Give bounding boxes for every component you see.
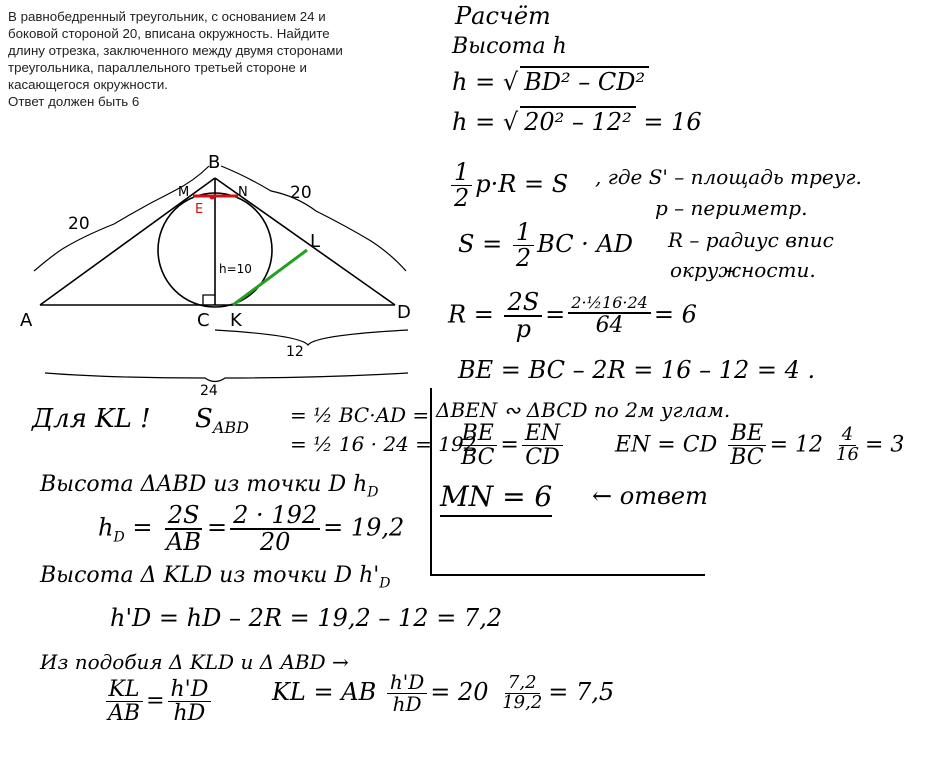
r-formula-result: = 6: [653, 300, 697, 329]
kl-ratio-num1: KL: [106, 678, 143, 702]
kl-calc-frac1-den: hD: [392, 692, 422, 716]
h-calc: h = √ 20² – 12² = 16: [452, 108, 702, 136]
kl-calc-mid: = 20: [430, 678, 489, 706]
point-n-label: N: [238, 185, 248, 200]
hd-calc-result: = 19,2: [323, 513, 405, 542]
hd2-title: [40, 563, 391, 591]
kl-ratio-den2: hD: [173, 701, 206, 727]
height-label: h=10: [219, 262, 252, 276]
area-frac-den: 2: [454, 184, 470, 213]
area-note-2: p – периметр.: [655, 196, 808, 220]
box-ratio-den2: CD: [525, 445, 560, 471]
en-frac-num: BE: [728, 422, 766, 446]
r-frac2-den: 64: [595, 313, 624, 339]
similarity-note: Из подобия Δ KLD и Δ ABD →: [40, 650, 349, 674]
s-frac-den: 2: [515, 244, 532, 273]
s-formula-rest: BC · AD: [537, 230, 634, 259]
kl-calc-frac2-num: 7,2: [505, 674, 540, 694]
problem-line: В равнобедренный треугольник, с основанием 24 и: [8, 9, 326, 24]
problem-line: длину отрезка, заключенного между двумя сторонами: [8, 43, 343, 58]
hd-frac2-num: 2 · 192: [230, 503, 320, 530]
half-base-length: 12: [286, 344, 304, 360]
area-formula: [448, 160, 568, 211]
r-frac2-num: 2·½16·24: [568, 295, 651, 314]
hd-title: [40, 472, 378, 500]
en-calc-result: = 3: [864, 432, 905, 458]
side-right-length: 20: [290, 183, 312, 203]
hd2-title-sub: D: [379, 575, 391, 592]
kl-ratio-num2: h'D: [168, 678, 212, 702]
area-frac-num: 1: [451, 160, 472, 186]
point-d-label: D: [397, 302, 411, 323]
area-note: , где S' – площадь треуг.: [595, 165, 862, 189]
h-formula-lhs: h =: [452, 68, 496, 96]
hd-title-sub: D: [367, 484, 379, 501]
h-formula-radicand: BD² – CD²: [520, 66, 649, 96]
answer: MN = 6: [440, 480, 552, 517]
box-ratio-num1: BE: [459, 422, 497, 446]
solution-title: Расчёт: [455, 2, 551, 30]
s-formula-lhs: S =: [458, 230, 503, 259]
box-left-border: [430, 388, 432, 576]
s-note-2: окружности.: [670, 258, 816, 282]
s-abd-label: [195, 404, 249, 437]
point-a-label: A: [20, 310, 33, 331]
en-frac-den: BC: [730, 445, 764, 471]
kl-ratio-den1: AB: [108, 701, 141, 727]
s-abd-line1: = ½ BC·AD =: [290, 403, 430, 427]
r-frac1-num: 2S: [504, 290, 542, 317]
r-formula: R = $\frac{2S}{p}$ = $\frac{\text{2·½16·24}}{64}$ = 6: [448, 288, 697, 344]
answer-note: ← ответ: [592, 482, 708, 510]
point-e: [210, 195, 215, 200]
problem-line: касающегося окружности.: [8, 77, 168, 92]
problem-line: Ответ должен быть 6: [8, 94, 140, 109]
h-calc-result: = 16: [643, 108, 702, 136]
point-k-label: K: [230, 310, 242, 331]
similar-triangles-note: ΔBEN ∾ ΔBCD по 2м углам.: [436, 398, 731, 422]
area-formula-rest: p·R = S: [475, 170, 569, 199]
s-frac-num: 1: [513, 220, 534, 246]
height-title: Высота h: [452, 34, 567, 59]
s-abd-sub: ABD: [212, 418, 249, 438]
en-frac2-den: 16: [836, 444, 859, 466]
hd2-calc: h'D = hD – 2R = 19,2 – 12 = 7,2: [110, 604, 503, 632]
box-ratio: $\frac{BE}{BC}$ = $\frac{EN}{CD}$: [455, 422, 566, 469]
kl-calc-result: = 7,5: [548, 678, 615, 706]
kl-calc-frac1-num: h'D: [387, 672, 427, 694]
problem-line: треугольника, параллельного третьей стороне и: [8, 60, 307, 75]
point-l-label: L: [310, 231, 321, 252]
box-ratio-num2: EN: [522, 422, 563, 446]
point-m-label: M: [178, 185, 190, 200]
segment-kl: [233, 250, 307, 305]
brace-left: [34, 166, 209, 271]
right-angle-mark: [203, 295, 215, 305]
kl-calc-frac2-den: 19,2: [502, 692, 543, 713]
h-calc-lhs: h =: [452, 108, 496, 136]
hd-frac1-den: AB: [166, 528, 202, 557]
box-bottom-border: [430, 574, 705, 576]
hd-calc-lhs: h: [98, 513, 114, 542]
kl-calc-lhs: KL = AB: [272, 678, 377, 706]
hd-calc: $h_D$ = $\frac{2S}{AB}$ = $\frac{2 \cdot 192}{20}$ = 19,2: [98, 501, 405, 557]
s-abd-s: S: [195, 404, 213, 434]
box-ratio-den1: BC: [461, 445, 495, 471]
triangle-diagram: [0, 0, 440, 400]
problem-line: боковой стороной 20, вписана окружность. Найдите: [8, 26, 330, 41]
brace-right: [221, 166, 406, 271]
be-formula: BE = BC – 2R = 16 – 12 = 4 .: [458, 356, 816, 384]
point-e-label: E: [195, 202, 204, 217]
side-left-length: 20: [68, 214, 90, 234]
hd-frac2-den: 20: [259, 528, 291, 557]
point-c-label: C: [197, 310, 210, 331]
en-calc-mid: = 12: [769, 432, 824, 458]
s-abd-line2: = ½ 16 · 24 = 192: [290, 432, 477, 456]
hd-frac1-num: 2S: [165, 503, 203, 530]
en-calc: [615, 422, 904, 469]
s-note: R – радиус впис: [668, 228, 834, 252]
brace-base: [45, 373, 408, 382]
en-calc-lhs: EN = CD: [615, 432, 718, 458]
en-frac2-num: 4: [839, 426, 856, 446]
hd-calc-lhs-sub: D: [113, 529, 125, 546]
s-formula: [458, 220, 633, 271]
r-formula-lhs: R =: [448, 300, 494, 329]
point-b-label: B: [208, 152, 221, 173]
kl-calc: [272, 672, 614, 715]
kl-title: Для KL !: [32, 404, 151, 434]
brace-half-base: [215, 330, 408, 345]
h-formula: h = √ BD² – CD²: [452, 68, 649, 96]
hd2-title-text: Высота Δ KLD из точки D h': [40, 563, 380, 588]
h-calc-radicand: 20² – 12²: [520, 106, 636, 136]
kl-ratio: $\frac{KL}{AB}$ = $\frac{h'D}{hD}$: [102, 678, 214, 725]
r-frac1-den: p: [515, 315, 531, 344]
hd-title-text: Высота ΔABD из точки D h: [40, 472, 368, 497]
base-length: 24: [200, 383, 218, 399]
